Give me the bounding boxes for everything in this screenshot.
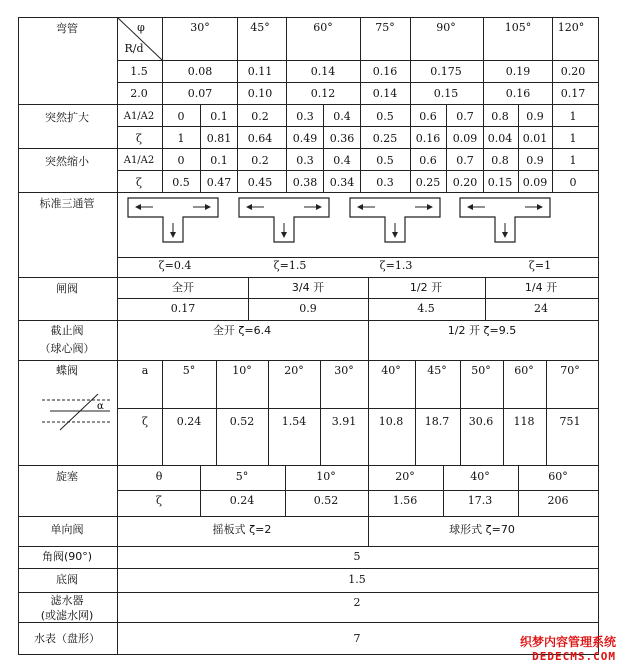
grid-line: [368, 360, 369, 466]
strainer-sublabel: (或滤水网): [40, 609, 94, 622]
gate-zeta: 24: [534, 302, 548, 315]
elbow-rd-header: R/d: [124, 42, 144, 55]
grid-line: [18, 17, 19, 655]
elbow-angle-header: 30°: [190, 21, 210, 34]
globe-valve-label: 截止阀: [50, 324, 84, 337]
butterfly-angle: 5°: [182, 364, 196, 377]
grid-line: [237, 148, 238, 193]
contraction-ratio: 0: [177, 154, 185, 167]
gate-opening: 全开: [172, 281, 194, 294]
grid-line: [162, 148, 163, 193]
contraction-zeta: 0.34: [329, 176, 355, 189]
grid-line: [552, 104, 553, 149]
grid-line: [368, 516, 369, 547]
butterfly-alpha-label: a: [141, 364, 149, 377]
grid-line: [546, 360, 547, 466]
gate-valve-label: 闸阀: [56, 282, 78, 295]
grid-line: [446, 104, 447, 149]
grid-line: [460, 360, 461, 466]
butterfly-valve-diagram: [40, 392, 112, 434]
expansion-ratio: 0.9: [526, 110, 544, 123]
grid-line: [323, 148, 324, 193]
grid-line: [18, 148, 599, 149]
expansion-zeta: 0.36: [329, 132, 355, 145]
contraction-zeta: 0.25: [415, 176, 441, 189]
grid-line: [18, 592, 599, 593]
contraction-zeta: 0.20: [452, 176, 478, 189]
grid-line: [117, 17, 118, 655]
grid-line: [117, 298, 599, 299]
elbow-phi-header: φ: [137, 21, 145, 34]
butterfly-zeta: 18.7: [424, 415, 450, 428]
butterfly-angle: 60°: [514, 364, 534, 377]
grid-line: [503, 360, 504, 466]
contraction-ratio: 0.8: [491, 154, 509, 167]
contraction-ratio-label: A1/A2: [123, 155, 155, 166]
grid-line: [117, 257, 599, 258]
elbow-coefficient: 0.07: [187, 87, 213, 100]
grid-line: [18, 654, 599, 655]
contraction-ratio: 0.9: [526, 154, 544, 167]
grid-line: [446, 148, 447, 193]
grid-line: [285, 465, 286, 517]
butterfly-angle: 50°: [471, 364, 491, 377]
water-meter-label: 水表（盘形）: [34, 632, 100, 645]
contraction-zeta: 0.09: [522, 176, 548, 189]
grid-line: [443, 465, 444, 517]
tee-diagram: [349, 197, 441, 243]
expansion-zeta: 0.25: [372, 132, 398, 145]
grid-line: [117, 408, 599, 409]
plug-angle: 20°: [395, 470, 415, 483]
expansion-ratio: 0.3: [296, 110, 314, 123]
contraction-ratio: 0.4: [333, 154, 351, 167]
contraction-ratio: 1: [569, 154, 577, 167]
butterfly-angle: 20°: [284, 364, 304, 377]
butterfly-angle: 45°: [427, 364, 447, 377]
grid-line: [368, 320, 369, 361]
plug-zeta: 206: [547, 494, 569, 507]
grid-line: [410, 148, 411, 193]
grid-line: [237, 104, 238, 149]
expansion-zeta: 0.09: [452, 132, 478, 145]
grid-line: [268, 360, 269, 466]
expansion-ratio: 0.5: [376, 110, 394, 123]
expansion-zeta: 0.49: [292, 132, 318, 145]
elbow-angle-header: 75°: [375, 21, 395, 34]
expansion-ratio: 0.1: [210, 110, 228, 123]
expansion-ratio-label: A1/A2: [123, 111, 155, 122]
plug-zeta-label: ζ: [156, 494, 162, 507]
watermark-domain: DEDECMS.COM: [532, 650, 616, 663]
grid-line: [117, 60, 599, 61]
gate-opening: 1/4 开: [524, 281, 558, 294]
grid-line: [216, 360, 217, 466]
butterfly-zeta: 751: [559, 415, 581, 428]
grid-line: [117, 126, 599, 127]
tee-label: 标准三通管: [39, 197, 95, 210]
expansion-ratio: 1: [569, 110, 577, 123]
globe-full-open: 全开 ζ=6.4: [212, 324, 272, 337]
grid-line: [518, 465, 519, 517]
contraction-ratio: 0.2: [251, 154, 269, 167]
grid-line: [286, 148, 287, 193]
grid-line: [368, 465, 369, 517]
plug-theta-label: θ: [155, 470, 163, 483]
expansion-zeta: 0.16: [415, 132, 441, 145]
expansion-ratio: 0.4: [333, 110, 351, 123]
grid-line: [286, 17, 287, 105]
grid-line: [360, 17, 361, 105]
elbow-coefficient: 0.11: [247, 65, 273, 78]
butterfly-zeta: 1.54: [281, 415, 307, 428]
check-swing: 摇板式 ζ=2: [212, 523, 272, 536]
contraction-zeta-label: ζ: [136, 176, 142, 189]
gate-zeta: 0.17: [170, 302, 196, 315]
grid-line: [518, 148, 519, 193]
grid-line: [18, 568, 599, 569]
globe-half-open: 1/2 开 ζ=9.5: [447, 324, 517, 337]
elbow-coefficient: 0.16: [372, 65, 398, 78]
butterfly-zeta: 118: [513, 415, 535, 428]
contraction-zeta: 0.3: [376, 176, 394, 189]
grid-line: [360, 148, 361, 193]
elbow-angle-header: 90°: [436, 21, 456, 34]
butterfly-valve-label: 蝶阀: [56, 364, 78, 377]
globe-valve-sublabel: （球心阀）: [39, 342, 95, 355]
contraction-ratio: 0.7: [456, 154, 474, 167]
expansion-zeta-label: ζ: [136, 132, 142, 145]
grid-line: [117, 170, 599, 171]
elbow-coefficient: 0.14: [372, 87, 398, 100]
elbow-coefficient: 0.08: [187, 65, 213, 78]
watermark: [520, 633, 616, 663]
grid-line: [18, 546, 599, 547]
tee-zeta: ζ=1.5: [273, 259, 307, 272]
plug-zeta: 0.52: [313, 494, 339, 507]
watermark-title: 织梦内容管理系统: [519, 635, 616, 649]
butterfly-angle: 10°: [232, 364, 252, 377]
grid-line: [18, 516, 599, 517]
grid-line: [360, 104, 361, 149]
butterfly-zeta: 10.8: [378, 415, 404, 428]
grid-line: [18, 465, 599, 466]
grid-line: [410, 104, 411, 149]
contraction-zeta: 0.47: [206, 176, 232, 189]
grid-line: [483, 104, 484, 149]
svg-text:α: α: [97, 401, 104, 412]
grid-line: [368, 277, 369, 321]
elbow-coefficient: 0.20: [560, 65, 586, 78]
plug-angle: 10°: [316, 470, 336, 483]
grid-line: [162, 104, 163, 149]
plug-cock-label: 旋塞: [56, 470, 78, 483]
grid-line: [18, 360, 599, 361]
expansion-zeta: 1: [569, 132, 577, 145]
gate-opening: 3/4 开: [291, 281, 325, 294]
expansion-zeta: 0.64: [247, 132, 273, 145]
grid-line: [248, 277, 249, 321]
contraction-zeta: 0.15: [487, 176, 513, 189]
contraction-zeta: 0: [569, 176, 577, 189]
elbow-coefficient: 0.10: [247, 87, 273, 100]
plug-zeta: 1.56: [392, 494, 418, 507]
butterfly-angle: 40°: [381, 364, 401, 377]
grid-line: [485, 277, 486, 321]
contraction-ratio: 0.3: [296, 154, 314, 167]
expansion-zeta: 0.81: [206, 132, 232, 145]
grid-line: [483, 148, 484, 193]
grid-line: [415, 360, 416, 466]
angle-valve-label: 角阀(90°): [41, 550, 93, 563]
plug-angle: 60°: [548, 470, 568, 483]
elbow-coefficient: 0.16: [505, 87, 531, 100]
gate-zeta: 4.5: [417, 302, 435, 315]
grid-line: [410, 17, 411, 105]
contraction-ratio: 0.1: [210, 154, 228, 167]
tee-diagram: [127, 197, 219, 243]
contraction-ratio: 0.5: [376, 154, 394, 167]
elbow-coefficient: 0.175: [430, 65, 462, 78]
butterfly-angle: 30°: [334, 364, 354, 377]
plug-zeta: 17.3: [467, 494, 493, 507]
elbow-angle-header: 105°: [504, 21, 532, 34]
check-ball: 球形式 ζ=70: [449, 523, 515, 536]
expansion-ratio: 0: [177, 110, 185, 123]
contraction-zeta: 0.45: [247, 176, 273, 189]
tee-zeta: ζ=1: [528, 259, 552, 272]
elbow-angle-header: 45°: [250, 21, 270, 34]
expansion-label: 突然扩大: [45, 111, 89, 124]
expansion-zeta: 1: [177, 132, 185, 145]
grid-line: [483, 17, 484, 105]
water-meter-zeta: 7: [353, 632, 361, 645]
plug-zeta: 0.24: [229, 494, 255, 507]
grid-line: [598, 17, 599, 655]
elbow-angle-header: 120°: [557, 21, 585, 34]
butterfly-zeta: 0.52: [229, 415, 255, 428]
check-valve-label: 单向阀: [50, 523, 84, 536]
foot-valve-zeta: 1.5: [348, 573, 366, 586]
butterfly-zeta-label: ζ: [142, 415, 148, 428]
plug-angle: 40°: [470, 470, 490, 483]
elbow-rd-value: 1.5: [130, 65, 148, 78]
elbow-label: 弯管: [56, 22, 78, 35]
contraction-ratio: 0.6: [419, 154, 437, 167]
grid-line: [200, 148, 201, 193]
elbow-coefficient: 0.17: [560, 87, 586, 100]
butterfly-zeta: 3.91: [331, 415, 357, 428]
strainer-zeta: 2: [353, 596, 361, 609]
tee-diagram: [238, 197, 330, 243]
contraction-zeta: 0.5: [172, 176, 190, 189]
elbow-coefficient: 0.19: [505, 65, 531, 78]
elbow-coefficient: 0.12: [310, 87, 336, 100]
elbow-rd-value: 2.0: [130, 87, 148, 100]
grid-line: [162, 360, 163, 466]
grid-line: [117, 490, 599, 491]
foot-valve-label: 底阀: [56, 573, 78, 586]
contraction-label: 突然缩小: [45, 155, 89, 168]
grid-line: [237, 17, 238, 105]
grid-line: [18, 622, 599, 623]
tee-diagram: [459, 197, 551, 243]
butterfly-zeta: 0.24: [176, 415, 202, 428]
expansion-ratio: 0.6: [419, 110, 437, 123]
tee-zeta: ζ=1.3: [379, 259, 413, 272]
plug-angle: 5°: [235, 470, 249, 483]
grid-line: [286, 104, 287, 149]
grid-line: [200, 104, 201, 149]
expansion-zeta: 0.04: [487, 132, 513, 145]
gate-zeta: 0.9: [299, 302, 317, 315]
tee-zeta: ζ=0.4: [158, 259, 192, 272]
expansion-ratio: 0.8: [491, 110, 509, 123]
grid-line: [18, 192, 599, 193]
expansion-ratio: 0.7: [456, 110, 474, 123]
grid-line: [18, 320, 599, 321]
expansion-zeta: 0.01: [522, 132, 548, 145]
grid-line: [320, 360, 321, 466]
angle-valve-zeta: 5: [353, 550, 361, 563]
grid-line: [18, 277, 599, 278]
elbow-coefficient: 0.14: [310, 65, 336, 78]
butterfly-zeta: 30.6: [468, 415, 494, 428]
grid-line: [552, 17, 553, 105]
grid-line: [18, 17, 599, 18]
grid-line: [117, 82, 599, 83]
grid-line: [200, 465, 201, 517]
grid-line: [552, 148, 553, 193]
strainer-label: 滤水器: [50, 594, 84, 607]
butterfly-angle: 70°: [560, 364, 580, 377]
contraction-zeta: 0.38: [292, 176, 318, 189]
grid-line: [323, 104, 324, 149]
grid-line: [18, 104, 599, 105]
elbow-coefficient: 0.15: [433, 87, 459, 100]
gate-opening: 1/2 开: [409, 281, 443, 294]
grid-line: [518, 104, 519, 149]
elbow-angle-header: 60°: [313, 21, 333, 34]
expansion-ratio: 0.2: [251, 110, 269, 123]
